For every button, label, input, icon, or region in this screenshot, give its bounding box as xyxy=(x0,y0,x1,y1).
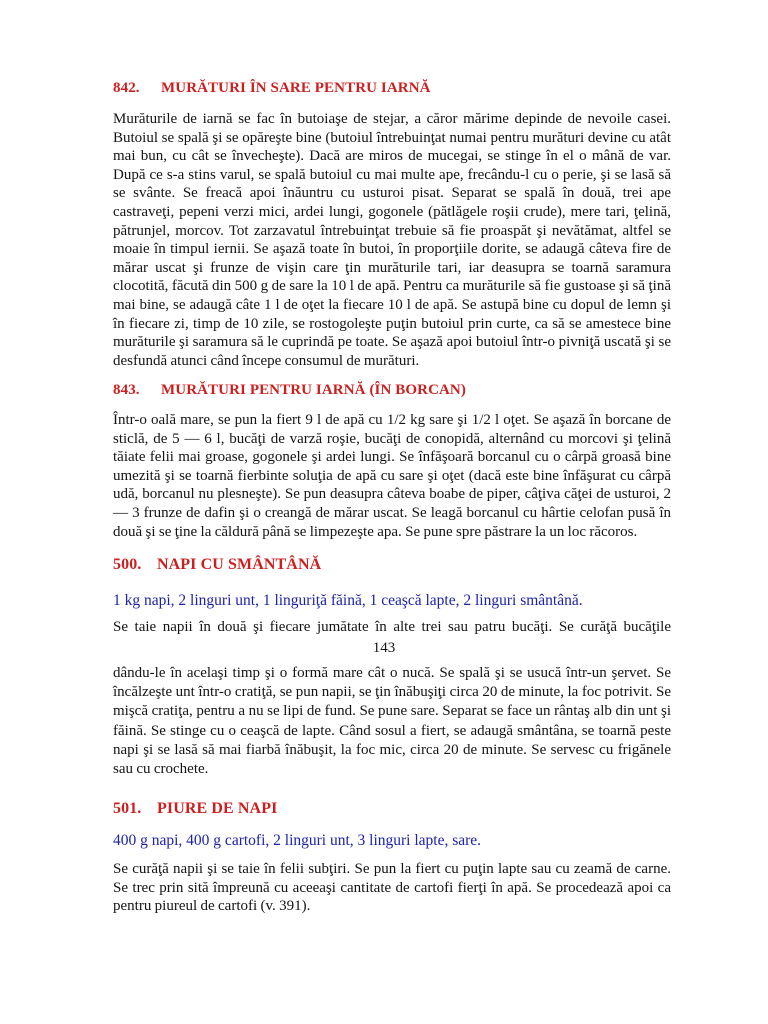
ingredients-501: 400 g napi, 400 g cartofi, 2 linguri unt, 3 linguri lapte, sare. xyxy=(113,832,482,849)
recipe-heading-501 xyxy=(113,800,671,818)
recipe-heading-842 xyxy=(113,80,671,97)
recipe-heading-500 xyxy=(113,556,671,574)
recipe-title: MURĂTURI ÎN SARE PENTRU IARNĂ xyxy=(161,80,431,96)
recipe-body-500-part1: Se taie napii în două şi fiecare jumătate în alte trei sau patru bucăţi. Se curăţă bucăţile xyxy=(113,619,671,635)
recipe-body-842: Murăturile de iarnă se fac în butoiaşe de stejar, a căror mărime depinde de nevoile casei. Butoiul se spală şi se opăreşte bine (butoiul întrebuinţat numai pentru murături devine cu atât mai bun, cu cât se învecheşte). Dacă are miros de mucegai, se stinge în el o mână de var. După ce s-a stins varul, se spală butoiul cu mai multe ape, frecându-l cu o perie, şi se lasă să se svânte. Se freacă apoi înăuntru cu usturoi pisat. Separat se spală în două, trei ape castraveţi, pepeni verzi mici, ardei lungi, gogonele (pătlăgele roşii crude), mere tari, ţelină, pătrunjel, morcov. Tot zarzavatul întrebuinţat trebuie să fie proaspăt şi nevătămat, altfel se moaie în timpul iernii. Se aşază toate în butoi, în proporţiile dorite, se adaugă câteva fire de mărar uscat şi frunze de vişin care ţin murăturile tari, iar deasupra se toarnă saramura clocotită, făcută din 500 g de sare la 10 l de apă. Pentru ca murăturile să fie gustoase şi să ţină mai bine, se adaugă câte 1 l de oţet la fiecare 10 l de apă. Se astupă bine cu dopul de lemn şi în fiecare zi, timp de 10 zile, se rostogoleşte puţin butoiul prin curte, ca să se amestece bine murăturile şi saramura să le cuprindă pe toate. Se aşază apoi butoiul într-o pivniţă uscată şi se desfundă atunci când începe consumul de murături. xyxy=(113,111,671,369)
recipe-body-843: Într-o oală mare, se pun la fiert 9 l de apă cu 1/2 kg sare şi 1/2 l oţet. Se aşază în borcane de sticlă, de 5 — 6 l, bucăţi de varză roşie, bucăţi de conopidă, alternând cu morcovi şi ţelină tăiate felii mai groase, gogonele şi ardei lungi. Se înfăşoară borcanul cu o cârpă groasă bine umezită şi se toarnă fierbinte soluţia de apă cu sare şi oţet (dacă este bine înfăşurat cu cârpă udă, borcanul nu plesneşte). Se pun deasupra câteva boabe de piper, câţiva căţei de usturoi, 2 — 3 frunze de dafin şi o creangă de mărar uscat. Se leagă borcanul cu hârtie celofan pusă în două şi se ţine la căldură până se limpezeşte apa. Se pune spre păstrare la un loc răcoros. xyxy=(113,412,671,540)
recipe-title: MURĂTURI PENTRU IARNĂ (ÎN BORCAN) xyxy=(161,382,466,398)
recipe-number: 843. xyxy=(113,382,140,398)
ingredients-500: 1 kg napi, 2 linguri unt, 1 linguriţă făină, 1 ceaşcă lapte, 2 linguri smântână. xyxy=(113,592,583,609)
page-number: 143 xyxy=(372,640,396,656)
recipe-title: PIURE DE NAPI xyxy=(157,800,278,817)
recipe-number: 842. xyxy=(113,80,140,96)
recipe-number: 500. xyxy=(113,556,142,573)
recipe-body-500-part2: dându-le în acelaşi timp şi o formă mare cât o nucă. Se spală şi se usucă într-un şervet. Se încălzeşte unt într-o cratiţă, se pun napii, se ţin înăbuşiţi circa 20 de minute, la foc potrivit. Se mişcă cratiţa, pentru a nu se lipi de fund. Se pune sare. Separat se face un rântaş alb din unt şi făină. Se stinge cu o ceaşcă de lapte. Când sosul a fiert, se adaugă smântâna, se toarnă peste napi şi se lasă să mai fiarbă înăbuşit, la foc mic, circa 20 de minute. Se servesc cu frigănele sau cu crochete. xyxy=(113,665,671,778)
recipe-title: NAPI CU SMÂNTÂNĂ xyxy=(157,556,322,573)
recipe-heading-843 xyxy=(113,382,671,399)
recipe-number: 501. xyxy=(113,800,142,817)
recipe-body-501: Se curăţă napii şi se taie în felii subţiri. Se pun la fiert cu puţin lapte sau cu zeamă de carne. Se trec prin sită împreună cu aceeaşi cantitate de cartofi fierţi în apă. Se procedează apoi ca pentru piureul de cartofi (v. 391). xyxy=(113,861,671,915)
